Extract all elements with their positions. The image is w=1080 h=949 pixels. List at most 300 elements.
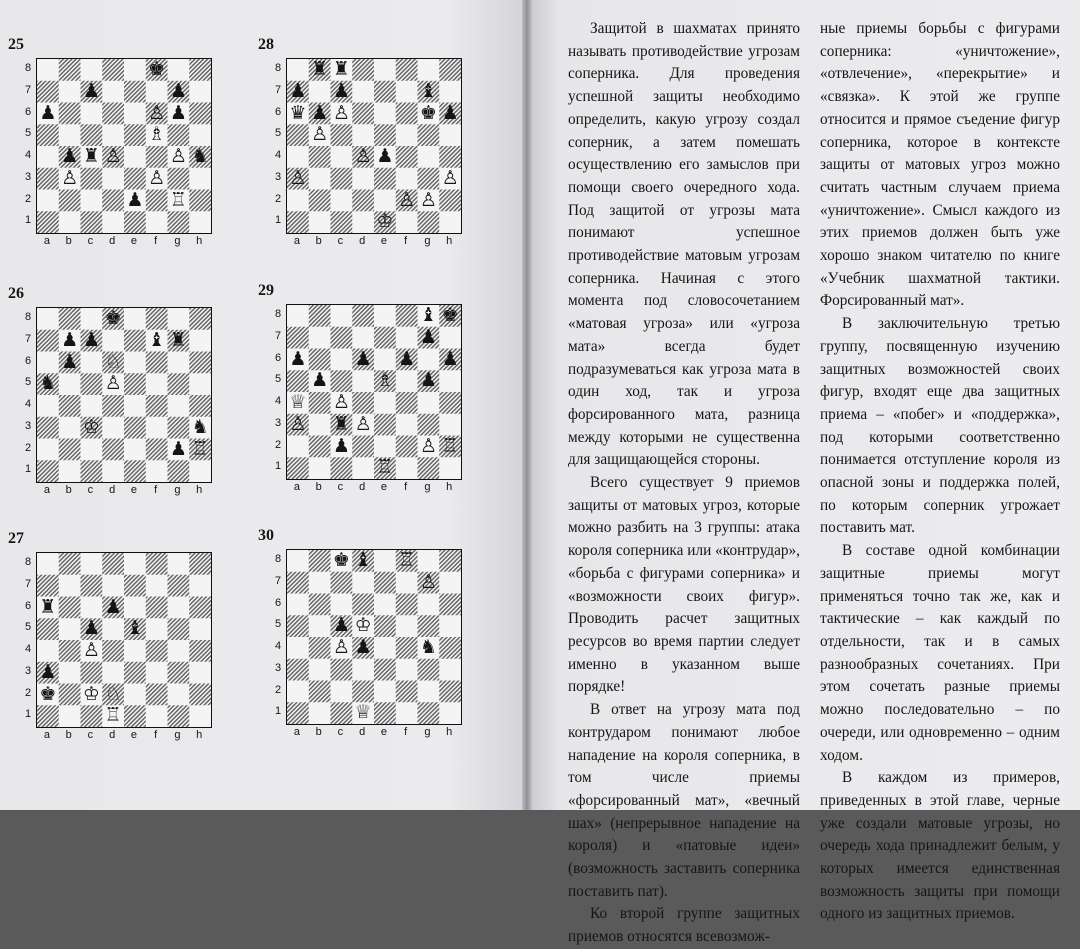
chess-piece-e1: ♖ — [376, 456, 394, 479]
chess-piece-c7: ♟ — [82, 79, 100, 102]
chess-piece-a6: ♛ — [289, 101, 307, 124]
diagram-number: 28 — [258, 36, 274, 53]
chess-piece-b8: ♜ — [311, 58, 329, 80]
dark-square — [81, 124, 103, 146]
dark-square — [396, 594, 418, 616]
chess-piece-a2: ♚ — [39, 682, 57, 705]
chess-piece-g2: ♖ — [169, 188, 187, 211]
chess-piece-c5: ♟ — [82, 617, 100, 640]
dark-square — [189, 59, 211, 81]
dark-square — [168, 460, 190, 482]
rank-label: 4 — [24, 398, 32, 410]
dark-square — [309, 681, 331, 703]
dark-square — [309, 146, 331, 168]
text-column-left — [568, 18, 800, 949]
chess-piece-d4: ♙ — [354, 145, 372, 167]
chess-piece-d2: ♘ — [104, 682, 122, 705]
file-label: c — [337, 726, 344, 738]
dark-square — [59, 684, 81, 706]
dark-square — [59, 597, 81, 619]
dark-square — [81, 662, 103, 684]
dark-square — [59, 308, 81, 330]
rank-label: 4 — [24, 643, 32, 655]
chess-piece-g8: ♝ — [419, 304, 437, 326]
file-label: h — [446, 726, 453, 738]
dark-square — [37, 417, 59, 439]
dark-square — [418, 414, 440, 436]
chess-piece-a4: ♕ — [289, 391, 307, 413]
dark-square — [59, 103, 81, 125]
rank-labels — [272, 58, 284, 232]
chess-piece-b5: ♙ — [311, 123, 329, 146]
dark-square — [168, 705, 190, 727]
diagram-29 — [258, 282, 478, 512]
dark-square — [331, 211, 353, 233]
chess-piece-h6: ♟ — [441, 347, 459, 370]
dark-square — [352, 305, 374, 327]
dark-square — [189, 553, 211, 575]
chess-piece-a7: ♟ — [289, 79, 307, 102]
dark-square — [439, 146, 461, 168]
dark-square — [146, 439, 168, 461]
dark-square — [124, 373, 146, 395]
dark-square — [124, 460, 146, 482]
chess-piece-f8: ♚ — [148, 58, 166, 80]
dark-square — [439, 594, 461, 616]
dark-square — [418, 211, 440, 233]
rank-label: 1 — [24, 214, 32, 227]
text-column-right — [820, 18, 1060, 926]
chess-piece-d6: ♟ — [354, 347, 372, 370]
dark-square — [374, 615, 396, 637]
dark-square — [309, 190, 331, 212]
chess-board — [286, 549, 462, 725]
dark-square — [396, 681, 418, 703]
file-labels — [286, 235, 460, 249]
rank-label: 8 — [274, 62, 282, 74]
dark-square — [287, 659, 309, 681]
dark-square — [102, 553, 124, 575]
chess-piece-g6: ♟ — [169, 101, 187, 124]
paragraph: Защитой в шахматах принято называть противодействие угрозам соперника. Для проведения успешной защиты необходимо определить, какую угрозу создал соперник, а затем помешать осуществлению его замыслов при помощи своего очередного хода. Под защитой от угрозы мата понимают успешное противодействие матовым угрозам соперника. Начиная с этого момента под словосочетанием «матовая угроза» или «угроза мата» всегда будет подразумеваться как угроза мата в один ход, так и угроза форсированного мата, разница между которыми не существенна для защищающейся стороны. — [568, 20, 800, 469]
dark-square — [168, 662, 190, 684]
paragraph: В ответ на угрозу мата под контрударом понимают любое нападение на короля соперника, в том числе приемы «форсированный мат», «вечный шах» (непрерывное нападение на короля) и «патовые идеи» (возможность заставить соперника поставить пат). — [568, 701, 800, 900]
chess-piece-a6: ♜ — [39, 595, 57, 618]
chess-piece-d8: ♝ — [354, 549, 372, 571]
file-label: e — [380, 726, 387, 738]
dark-square — [37, 81, 59, 103]
chess-board — [286, 58, 462, 234]
dark-square — [352, 59, 374, 81]
rank-label: 1 — [274, 214, 282, 227]
file-label: g — [424, 235, 431, 247]
chess-piece-a6: ♟ — [39, 101, 57, 124]
dark-square — [168, 373, 190, 395]
rank-label: 6 — [24, 105, 32, 118]
file-label: c — [337, 235, 344, 247]
rank-label: 8 — [24, 62, 32, 74]
dark-square — [439, 59, 461, 81]
file-labels — [36, 235, 210, 249]
chess-piece-g5: ♟ — [419, 369, 437, 392]
chess-piece-g2: ♟ — [169, 437, 187, 460]
file-label: f — [404, 481, 408, 493]
chess-piece-b5: ♟ — [311, 369, 329, 392]
chess-piece-d5: ♙ — [104, 372, 122, 395]
file-labels — [36, 484, 210, 498]
dark-square — [189, 597, 211, 619]
chess-piece-c7: ♟ — [82, 328, 100, 351]
dark-square — [189, 395, 211, 417]
dark-square — [168, 575, 190, 597]
rank-label: 3 — [274, 170, 282, 183]
chess-piece-g2: ♙ — [419, 188, 437, 211]
chess-piece-g6: ♚ — [419, 101, 437, 124]
diagram-number: 29 — [258, 282, 274, 299]
paragraph: Всего существует 9 приемов защиты от матовых угроз, которые можно разбить на 3 группы: атака короля соперника или «контрудар», «борьба с фигурами соперника» и «возможности своих фигур». Проводить расчет защитных ресурсов во время партии следует именно в указанном выше порядке! — [568, 474, 800, 696]
file-label: c — [337, 481, 344, 493]
file-label: d — [359, 481, 366, 493]
chess-piece-c4: ♙ — [82, 639, 100, 661]
chess-piece-a3: ♙ — [289, 166, 307, 189]
chess-piece-c2: ♔ — [82, 682, 100, 705]
rank-label: 6 — [24, 599, 32, 612]
dark-square — [374, 327, 396, 349]
chess-piece-d4: ♟ — [354, 636, 372, 658]
chess-piece-c3: ♜ — [332, 412, 350, 435]
file-label: d — [109, 729, 116, 741]
dark-square — [102, 640, 124, 662]
dark-square — [168, 124, 190, 146]
dark-square — [352, 190, 374, 212]
dark-square — [146, 352, 168, 374]
dark-square — [331, 659, 353, 681]
rank-label: 4 — [274, 395, 282, 407]
rank-label: 5 — [274, 618, 282, 631]
dark-square — [81, 373, 103, 395]
file-labels — [286, 481, 460, 495]
chess-piece-e4: ♟ — [376, 145, 394, 167]
diagram-30 — [258, 527, 478, 757]
dark-square — [396, 146, 418, 168]
file-label: a — [293, 235, 300, 247]
dark-square — [418, 702, 440, 724]
dark-square — [331, 124, 353, 146]
chess-piece-g7: ♟ — [419, 325, 437, 348]
diagram-25 — [8, 36, 228, 266]
rank-label: 1 — [274, 460, 282, 473]
rank-label: 8 — [274, 308, 282, 320]
rank-label: 7 — [274, 574, 282, 587]
rank-label: 8 — [24, 311, 32, 323]
dark-square — [168, 168, 190, 190]
chess-piece-f7: ♝ — [148, 328, 166, 351]
rank-label: 2 — [274, 192, 282, 205]
file-label: b — [65, 729, 72, 741]
rank-label: 7 — [274, 329, 282, 342]
rank-label: 7 — [24, 83, 32, 96]
file-label: d — [109, 484, 116, 496]
file-label: c — [87, 729, 94, 741]
dark-square — [102, 190, 124, 212]
dark-square — [309, 305, 331, 327]
file-label: h — [446, 235, 453, 247]
dark-square — [287, 615, 309, 637]
dark-square — [37, 124, 59, 146]
rank-label: 3 — [24, 419, 32, 432]
diagram-26 — [8, 285, 228, 515]
file-label: a — [43, 235, 50, 247]
file-label: g — [174, 484, 181, 496]
dark-square — [189, 352, 211, 374]
rank-label: 6 — [274, 596, 282, 609]
dark-square — [124, 168, 146, 190]
file-label: h — [446, 481, 453, 493]
diagram-number: 25 — [8, 36, 24, 53]
dark-square — [124, 417, 146, 439]
dark-square — [124, 124, 146, 146]
dark-square — [102, 59, 124, 81]
dark-square — [439, 190, 461, 212]
file-label: h — [196, 729, 203, 741]
rank-label: 6 — [274, 105, 282, 118]
chess-piece-d5: ♔ — [354, 614, 372, 637]
dark-square — [37, 705, 59, 727]
rank-label: 2 — [274, 683, 282, 696]
rank-label: 3 — [24, 170, 32, 183]
chess-board — [36, 552, 212, 728]
chess-piece-f8: ♖ — [398, 549, 416, 571]
rank-label: 4 — [274, 640, 282, 652]
rank-label: 5 — [24, 127, 32, 140]
file-label: b — [65, 484, 72, 496]
chess-piece-d1: ♖ — [104, 704, 122, 727]
rank-label: 8 — [274, 553, 282, 565]
file-label: f — [404, 726, 408, 738]
dark-square — [309, 550, 331, 572]
file-label: h — [196, 484, 203, 496]
dark-square — [439, 392, 461, 414]
file-label: a — [293, 481, 300, 493]
dark-square — [418, 168, 440, 190]
dark-square — [124, 211, 146, 233]
dark-square — [352, 681, 374, 703]
dark-square — [439, 637, 461, 659]
diagram-number: 27 — [8, 530, 24, 547]
dark-square — [374, 168, 396, 190]
chess-board — [36, 307, 212, 483]
dark-square — [331, 572, 353, 594]
chess-piece-e2: ♟ — [126, 188, 144, 211]
chess-piece-g4: ♞ — [419, 636, 437, 658]
chess-piece-c8: ♚ — [332, 549, 350, 571]
file-label: e — [130, 729, 137, 741]
rank-label: 5 — [274, 127, 282, 140]
dark-square — [309, 436, 331, 458]
dark-square — [374, 659, 396, 681]
chess-piece-d8: ♚ — [104, 307, 122, 329]
dark-square — [189, 103, 211, 125]
dark-square — [396, 59, 418, 81]
dark-square — [418, 615, 440, 637]
rank-label: 6 — [24, 354, 32, 367]
dark-square — [59, 395, 81, 417]
rank-label: 7 — [24, 332, 32, 345]
chess-board — [286, 304, 462, 480]
dark-square — [396, 103, 418, 125]
chess-piece-c6: ♙ — [332, 101, 350, 124]
dark-square — [146, 597, 168, 619]
dark-square — [189, 190, 211, 212]
file-label: g — [174, 235, 181, 247]
dark-square — [352, 436, 374, 458]
diagram-number: 30 — [258, 527, 274, 544]
chess-piece-b4: ♟ — [61, 145, 79, 167]
dark-square — [331, 168, 353, 190]
chess-piece-c7: ♟ — [332, 79, 350, 102]
chess-piece-c5: ♟ — [332, 614, 350, 637]
chess-piece-d1: ♕ — [354, 701, 372, 724]
dark-square — [81, 460, 103, 482]
dark-square — [124, 662, 146, 684]
dark-square — [37, 330, 59, 352]
chess-piece-g7: ♜ — [169, 328, 187, 351]
rank-labels — [22, 552, 34, 726]
chess-piece-c4: ♜ — [82, 145, 100, 167]
dark-square — [352, 103, 374, 125]
dark-square — [331, 370, 353, 392]
chess-piece-d3: ♙ — [354, 412, 372, 435]
rank-label: 1 — [274, 705, 282, 718]
chess-piece-h3: ♞ — [191, 415, 209, 438]
diagram-27 — [8, 530, 228, 760]
dark-square — [374, 572, 396, 594]
chess-piece-h2: ♖ — [191, 437, 209, 460]
dark-square — [59, 59, 81, 81]
dark-square — [396, 392, 418, 414]
dark-square — [102, 439, 124, 461]
dark-square — [124, 705, 146, 727]
file-label: a — [43, 484, 50, 496]
chess-piece-h8: ♚ — [441, 304, 459, 326]
rank-label: 8 — [24, 556, 32, 568]
dark-square — [331, 457, 353, 479]
diagram-28 — [258, 36, 478, 266]
dark-square — [287, 327, 309, 349]
dark-square — [146, 308, 168, 330]
dark-square — [309, 349, 331, 371]
dark-square — [374, 124, 396, 146]
dark-square — [189, 684, 211, 706]
chess-piece-e1: ♔ — [376, 210, 394, 233]
chess-piece-h3: ♙ — [441, 166, 459, 189]
file-label: f — [154, 484, 158, 496]
dark-square — [168, 211, 190, 233]
dark-square — [309, 392, 331, 414]
dark-square — [37, 575, 59, 597]
file-label: a — [43, 729, 50, 741]
chess-piece-d6: ♘ — [104, 350, 122, 373]
chess-piece-f5: ♗ — [148, 123, 166, 146]
file-label: c — [87, 484, 94, 496]
rank-labels — [22, 58, 34, 232]
book-gutter — [522, 0, 532, 810]
paragraph: Ко второй группе защитных приемов относятся всевозмож- — [568, 905, 800, 946]
chess-piece-e5: ♗ — [376, 369, 394, 392]
dark-square — [396, 305, 418, 327]
rank-label: 5 — [274, 373, 282, 386]
dark-square — [439, 550, 461, 572]
dark-square — [146, 395, 168, 417]
file-label: a — [293, 726, 300, 738]
rank-label: 5 — [24, 376, 32, 389]
file-label: b — [315, 235, 322, 247]
dark-square — [81, 705, 103, 727]
file-label: d — [359, 235, 366, 247]
dark-square — [37, 460, 59, 482]
chess-piece-g7: ♙ — [419, 570, 437, 593]
chess-piece-f6: ♟ — [398, 347, 416, 370]
rank-label: 3 — [274, 416, 282, 429]
rank-label: 7 — [274, 83, 282, 96]
dark-square — [81, 168, 103, 190]
dark-square — [81, 211, 103, 233]
file-label: g — [424, 726, 431, 738]
file-label: e — [380, 481, 387, 493]
chess-piece-f2: ♙ — [398, 188, 416, 211]
rank-labels — [272, 549, 284, 723]
dark-square — [418, 659, 440, 681]
file-label: g — [424, 481, 431, 493]
chess-piece-d6: ♟ — [104, 595, 122, 618]
file-labels — [286, 726, 460, 740]
chess-piece-c4: ♙ — [332, 636, 350, 658]
chess-piece-c8: ♜ — [332, 58, 350, 80]
rank-label: 1 — [24, 708, 32, 721]
chess-piece-c3: ♔ — [82, 415, 100, 438]
dark-square — [331, 327, 353, 349]
dark-square — [37, 168, 59, 190]
dark-square — [102, 395, 124, 417]
dark-square — [309, 594, 331, 616]
dark-square — [287, 572, 309, 594]
paragraph: В каждом из примеров, приведенных в этой главе, черные уже создали матовые угрозы, но очередь хода принадлежит белым, у которых имеется единственная возможность защиты при помощи одного из защитных приемов. — [820, 769, 1060, 923]
paragraph: ные приемы борьбы с фигурами соперника: «уничтожение», «отвлечение», «перекрытие» и «связка». К этой же группе относится и прямое съедение фигур соперника, которое в контексте защиты от матовых угроз можно считать частным случаем приема «уничтожение». Смысл каждого из этих приемов должен быть уже хорошо знаком читателю по книге «Учебник шахматной тактики. Форсированный мат». — [820, 20, 1060, 310]
dark-square — [189, 640, 211, 662]
chess-piece-d4: ♙ — [104, 145, 122, 167]
file-label: g — [174, 729, 181, 741]
file-label: d — [359, 726, 366, 738]
dark-square — [37, 618, 59, 640]
file-label: e — [380, 235, 387, 247]
chess-piece-a5: ♞ — [39, 372, 57, 395]
rank-label: 2 — [274, 438, 282, 451]
chess-piece-a3: ♙ — [289, 412, 307, 435]
file-label: e — [130, 235, 137, 247]
file-label: b — [65, 235, 72, 247]
file-label: h — [196, 235, 203, 247]
rank-label: 2 — [24, 441, 32, 454]
rank-label: 6 — [274, 351, 282, 364]
paragraph: В составе одной комбинации защитные приемы могут применяться точно так же, как и тактические – как каждый по отдельности, так и в самых разнообразных сочетаниях. При этом сочетать разные приемы можно последовательно – по очереди, или одновременно – одним ходом. — [820, 542, 1060, 764]
file-label: f — [154, 729, 158, 741]
dark-square — [124, 575, 146, 597]
dark-square — [168, 417, 190, 439]
dark-square — [146, 553, 168, 575]
dark-square — [189, 308, 211, 330]
rank-labels — [272, 304, 284, 478]
diagram-number: 26 — [8, 285, 24, 302]
